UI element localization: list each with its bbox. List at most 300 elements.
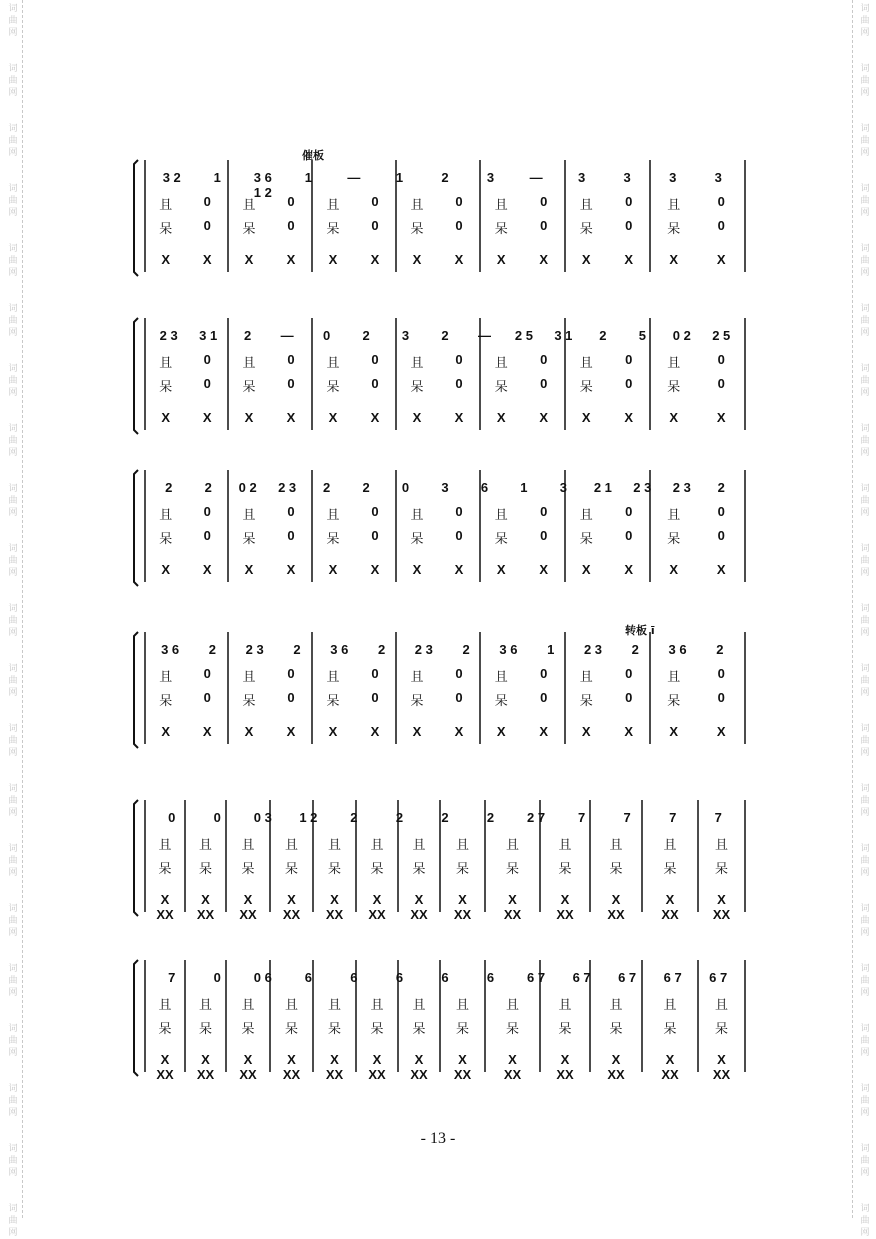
- watermark-char: 曲: [8, 556, 18, 566]
- note-number: 2: [717, 480, 725, 495]
- watermark-char: 词: [860, 844, 870, 854]
- drum-syllable-qie: 且: [558, 998, 572, 1013]
- drum-syllable-qie: 且: [326, 670, 340, 685]
- beat-mark: X XX: [325, 1052, 344, 1082]
- beat-mark: X: [539, 562, 549, 577]
- beat-mark: X XX: [661, 892, 679, 922]
- note-number: 6 7: [527, 970, 546, 985]
- drum-rest: 0: [717, 528, 725, 543]
- note-number: 3: [623, 170, 631, 185]
- note-number: 2: [322, 480, 331, 495]
- drum-rest: 0: [287, 690, 295, 705]
- watermark-char: 词: [860, 484, 870, 494]
- note-number: 6: [350, 970, 358, 985]
- note-number: 3: [577, 170, 586, 185]
- beat-mark: X: [286, 410, 296, 425]
- watermark-char: 网: [860, 1108, 870, 1118]
- drum-rest: 0: [371, 504, 379, 519]
- drum-syllable-qie: 且: [242, 198, 256, 213]
- drum-rest: 0: [625, 194, 633, 209]
- beat-mark: X: [716, 252, 726, 267]
- note-number: 2: [441, 328, 449, 343]
- beat-mark: X XX: [712, 1052, 731, 1082]
- tempo-mark-zhuanban: 转板 ī: [625, 624, 655, 637]
- drum-syllable-dai: 呆: [667, 222, 681, 237]
- note-number: 2: [716, 642, 724, 657]
- watermark-char: 网: [860, 748, 870, 758]
- drum-syllable-dai: 呆: [326, 694, 340, 709]
- beat-mark: X XX: [196, 1052, 215, 1082]
- drum-syllable-dai: 呆: [558, 1022, 572, 1037]
- beat-mark: X XX: [410, 892, 428, 922]
- watermark-char: 词: [860, 664, 870, 674]
- watermark-char: 曲: [860, 616, 870, 626]
- watermark-char: 曲: [860, 916, 870, 926]
- beat-mark: X: [286, 252, 296, 267]
- drum-syllable-dai: 呆: [667, 380, 681, 395]
- watermark-char: 词: [8, 364, 18, 374]
- watermark-char: 词: [860, 604, 870, 614]
- beat-mark: X XX: [196, 892, 215, 922]
- watermark-char: 词: [8, 844, 18, 854]
- note-number: 3 1: [554, 328, 573, 343]
- drum-syllable-qie: 且: [370, 838, 384, 853]
- watermark-char: 网: [860, 388, 870, 398]
- beat-mark: X: [624, 562, 634, 577]
- note-number: 3 6: [161, 642, 180, 657]
- drum-syllable-qie: 且: [410, 356, 424, 371]
- watermark-char: 网: [860, 88, 870, 98]
- drum-rest: 0: [203, 194, 211, 209]
- watermark-char: 词: [8, 1204, 18, 1214]
- watermark-char: 词: [860, 304, 870, 314]
- drum-syllable-dai: 呆: [159, 222, 173, 237]
- note-number: —: [529, 170, 543, 185]
- drum-syllable-qie: 且: [505, 998, 519, 1013]
- note-number: 2 3: [159, 328, 178, 343]
- drum-rest: 0: [203, 352, 211, 367]
- beat-mark: X: [496, 724, 506, 739]
- beat-mark: X: [244, 410, 254, 425]
- drum-syllable-dai: 呆: [326, 380, 340, 395]
- beat-mark: X: [412, 724, 422, 739]
- beat-mark: X: [581, 724, 591, 739]
- drum-syllable-dai: 呆: [609, 1022, 623, 1037]
- drum-syllable-qie: 且: [579, 670, 593, 685]
- drum-rest: 0: [371, 194, 379, 209]
- drum-syllable-qie: 且: [159, 670, 173, 685]
- note-number: 2 3: [583, 642, 603, 657]
- beat-mark: X XX: [325, 892, 344, 922]
- watermark-char: 曲: [860, 316, 870, 326]
- beat-mark: X: [669, 724, 679, 739]
- watermark-char: 词: [8, 1024, 18, 1034]
- beat-mark: X: [370, 724, 380, 739]
- note-number: 2 5: [712, 328, 731, 343]
- note-number: 3: [486, 170, 495, 185]
- drum-syllable-qie: 且: [159, 508, 173, 523]
- drum-rest: 0: [203, 666, 211, 681]
- system-brace: [134, 318, 138, 434]
- drum-rest: 0: [287, 376, 295, 391]
- beat-mark: X XX: [453, 892, 472, 922]
- watermark-char: 词: [860, 64, 870, 74]
- watermark-char: 网: [8, 388, 18, 398]
- drum-syllable-qie: 且: [241, 838, 255, 853]
- beat-mark: X XX: [156, 892, 174, 922]
- watermark-char: 曲: [860, 376, 870, 386]
- note-number: 3: [401, 328, 410, 343]
- drum-rest: 0: [717, 376, 725, 391]
- watermark-char: 网: [860, 988, 870, 998]
- watermark-char: 网: [8, 508, 18, 518]
- drum-syllable-qie: 且: [494, 508, 508, 523]
- drum-syllable-dai: 呆: [579, 380, 593, 395]
- watermark-char: 网: [8, 748, 18, 758]
- note-number: 2: [395, 810, 404, 825]
- system-brace: [134, 470, 138, 586]
- beat-mark: X XX: [556, 892, 574, 922]
- watermark-char: 曲: [860, 796, 870, 806]
- beat-mark: X: [624, 410, 634, 425]
- drum-syllable-dai: 呆: [241, 1022, 255, 1037]
- watermark-char: 词: [860, 1084, 870, 1094]
- note-number: 2: [377, 642, 386, 657]
- note-number: 2: [486, 810, 495, 825]
- drum-syllable-qie: 且: [241, 998, 255, 1013]
- note-number: 2: [208, 642, 217, 657]
- drum-syllable-qie: 且: [158, 838, 172, 853]
- drum-syllable-qie: 且: [494, 356, 508, 371]
- drum-rest: 0: [455, 218, 463, 233]
- drum-syllable-qie: 且: [505, 838, 519, 853]
- drum-rest: 0: [625, 666, 633, 681]
- watermark-char: 曲: [860, 976, 870, 986]
- note-number: 2: [631, 642, 639, 657]
- watermark-char: 曲: [860, 136, 870, 146]
- watermark-char: 曲: [860, 76, 870, 86]
- drum-syllable-dai: 呆: [714, 862, 728, 877]
- beat-mark: X: [161, 252, 171, 267]
- watermark-char: 词: [8, 664, 18, 674]
- note-number: —: [477, 328, 491, 343]
- drum-syllable-dai: 呆: [609, 862, 623, 877]
- watermark-char: 词: [8, 184, 18, 194]
- watermark-char: 词: [860, 244, 870, 254]
- beat-mark: X: [161, 410, 171, 425]
- drum-syllable-qie: 且: [579, 198, 593, 213]
- drum-rest: 0: [287, 528, 295, 543]
- drum-syllable-dai: 呆: [242, 222, 256, 237]
- watermark-char: 词: [8, 424, 18, 434]
- drum-rest: 0: [287, 666, 295, 681]
- drum-syllable-qie: 且: [663, 998, 677, 1013]
- drum-syllable-dai: 呆: [370, 1022, 384, 1037]
- beat-mark: X: [496, 562, 506, 577]
- drum-rest: 0: [540, 690, 548, 705]
- note-number: 1: [304, 170, 312, 185]
- note-number: 7: [669, 810, 677, 825]
- watermark-char: 曲: [8, 796, 18, 806]
- drum-rest: 0: [455, 504, 463, 519]
- note-number: 0 6: [253, 970, 272, 985]
- watermark-char: 网: [860, 928, 870, 938]
- watermark-char: 词: [860, 1024, 870, 1034]
- note-number: 0: [401, 480, 410, 495]
- drum-rest: 0: [717, 504, 725, 519]
- drum-syllable-dai: 呆: [412, 862, 426, 877]
- beat-mark: X: [202, 410, 212, 425]
- drum-syllable-dai: 呆: [714, 1022, 728, 1037]
- note-number: 0 2: [238, 480, 257, 495]
- note-number: —: [280, 328, 294, 343]
- beat-mark: X XX: [453, 1052, 472, 1082]
- watermark-char: 网: [8, 1048, 18, 1058]
- beat-mark: X: [669, 562, 679, 577]
- watermark-char: 曲: [860, 1036, 870, 1046]
- watermark-char: 网: [8, 1228, 18, 1238]
- drum-rest: 0: [717, 690, 725, 705]
- drum-rest: 0: [287, 504, 295, 519]
- drum-syllable-dai: 呆: [327, 862, 341, 877]
- beat-mark: X: [412, 410, 422, 425]
- beat-mark: X XX: [661, 1052, 679, 1082]
- beat-mark: X XX: [556, 1052, 574, 1082]
- drum-rest: 0: [717, 218, 725, 233]
- watermark-char: 词: [860, 124, 870, 134]
- system-brace: [134, 960, 138, 1076]
- drum-syllable-dai: 呆: [241, 862, 255, 877]
- system-brace: [134, 800, 138, 916]
- drum-syllable-qie: 且: [326, 198, 340, 213]
- system-brace: [134, 160, 138, 276]
- drum-rest: 0: [717, 194, 725, 209]
- drum-syllable-qie: 且: [284, 998, 298, 1013]
- watermark-char: 曲: [860, 196, 870, 206]
- watermark-char: 词: [860, 184, 870, 194]
- watermark-char: 曲: [8, 436, 18, 446]
- watermark-char: 词: [8, 784, 18, 794]
- watermark-char: 曲: [8, 1096, 18, 1106]
- watermark-char: 曲: [860, 556, 870, 566]
- beat-mark: X: [539, 410, 549, 425]
- beat-mark: X: [370, 410, 380, 425]
- drum-syllable-dai: 呆: [579, 694, 593, 709]
- watermark-char: 曲: [8, 376, 18, 386]
- beat-mark: X: [454, 724, 464, 739]
- drum-syllable-dai: 呆: [242, 532, 256, 547]
- drum-syllable-dai: 呆: [667, 532, 681, 547]
- drum-syllable-dai: 呆: [159, 532, 173, 547]
- drum-syllable-dai: 呆: [494, 222, 508, 237]
- watermark-char: 网: [8, 568, 18, 578]
- watermark-char: 曲: [8, 496, 18, 506]
- drum-rest: 0: [717, 666, 725, 681]
- note-number: —: [347, 170, 361, 185]
- beat-mark: X XX: [239, 892, 257, 922]
- watermark-char: 网: [8, 148, 18, 158]
- watermark-char: 曲: [860, 256, 870, 266]
- watermark-char: 曲: [860, 1216, 870, 1226]
- drum-rest: 0: [540, 376, 548, 391]
- beat-mark: X XX: [282, 892, 301, 922]
- note-number: 0: [322, 328, 331, 343]
- note-number: 6 7: [709, 970, 728, 985]
- drum-syllable-qie: 且: [410, 508, 424, 523]
- note-number: 2: [599, 328, 607, 343]
- watermark-char: 词: [8, 484, 18, 494]
- drum-rest: 0: [371, 666, 379, 681]
- drum-syllable-dai: 呆: [505, 862, 519, 877]
- note-number: 6 7: [663, 970, 682, 985]
- drum-syllable-dai: 呆: [326, 222, 340, 237]
- note-number: 2 3: [672, 480, 691, 495]
- beat-mark: X: [581, 562, 591, 577]
- note-number: 2 3: [245, 642, 264, 657]
- drum-rest: 0: [540, 352, 548, 367]
- watermark-char: 词: [8, 904, 18, 914]
- watermark-char: 词: [8, 4, 18, 14]
- beat-mark: X: [624, 252, 634, 267]
- drum-syllable-qie: 且: [327, 998, 341, 1013]
- watermark-char: 曲: [8, 16, 18, 26]
- drum-syllable-qie: 且: [579, 508, 593, 523]
- beat-mark: X: [496, 410, 506, 425]
- watermark-char: 网: [8, 808, 18, 818]
- note-number: 0: [168, 810, 176, 825]
- drum-syllable-dai: 呆: [158, 862, 172, 877]
- note-number: 0 3: [253, 810, 272, 825]
- drum-syllable-dai: 呆: [412, 1022, 426, 1037]
- beat-mark: X: [581, 252, 591, 267]
- watermark-char: 曲: [8, 76, 18, 86]
- watermark-char: 网: [860, 268, 870, 278]
- watermark-char: 曲: [8, 736, 18, 746]
- beat-mark: X XX: [239, 1052, 257, 1082]
- beat-mark: X: [669, 252, 679, 267]
- note-number: 2: [204, 480, 212, 495]
- note-number: 1: [547, 642, 555, 657]
- watermark-char: 词: [860, 364, 870, 374]
- beat-mark: X: [286, 562, 296, 577]
- drum-rest: 0: [455, 690, 463, 705]
- drum-syllable-dai: 呆: [558, 862, 572, 877]
- beat-mark: X: [412, 562, 422, 577]
- drum-syllable-qie: 且: [663, 838, 677, 853]
- watermark-char: 词: [860, 784, 870, 794]
- drum-rest: 0: [287, 352, 295, 367]
- system-brace: [134, 632, 138, 748]
- drum-syllable-qie: 且: [494, 198, 508, 213]
- drum-syllable-qie: 且: [579, 356, 593, 371]
- drum-rest: 0: [455, 194, 463, 209]
- note-number: 2: [362, 480, 370, 495]
- drum-syllable-dai: 呆: [410, 222, 424, 237]
- drum-syllable-dai: 呆: [410, 694, 424, 709]
- note-number: 7: [168, 970, 176, 985]
- tempo-mark-cuiban: 催板: [302, 149, 324, 162]
- drum-syllable-dai: 呆: [284, 1022, 298, 1037]
- beat-mark: X: [669, 410, 679, 425]
- watermark-char: 网: [860, 448, 870, 458]
- drum-syllable-qie: 且: [284, 838, 298, 853]
- drum-syllable-qie: 且: [198, 838, 212, 853]
- note-number: 3: [714, 170, 722, 185]
- watermark-char: 词: [860, 424, 870, 434]
- note-number: 2 3: [633, 480, 652, 495]
- watermark-char: 网: [860, 208, 870, 218]
- drum-syllable-dai: 呆: [455, 1022, 469, 1037]
- watermark-char: 曲: [8, 1036, 18, 1046]
- drum-syllable-dai: 呆: [579, 222, 593, 237]
- beat-mark: X: [716, 724, 726, 739]
- drum-syllable-qie: 且: [714, 838, 728, 853]
- watermark-char: 曲: [8, 856, 18, 866]
- drum-syllable-dai: 呆: [327, 1022, 341, 1037]
- drum-syllable-dai: 呆: [159, 694, 173, 709]
- drum-syllable-qie: 且: [667, 670, 681, 685]
- watermark-char: 词: [8, 244, 18, 254]
- beat-mark: X: [161, 724, 171, 739]
- drum-rest: 0: [625, 690, 633, 705]
- watermark-char: 曲: [860, 436, 870, 446]
- beat-mark: X: [328, 252, 338, 267]
- note-number: 6 7: [572, 970, 591, 985]
- drum-syllable-qie: 且: [455, 998, 469, 1013]
- drum-rest: 0: [287, 194, 295, 209]
- drum-rest: 0: [540, 666, 548, 681]
- watermark-char: 曲: [860, 856, 870, 866]
- drum-syllable-qie: 且: [412, 998, 426, 1013]
- note-number: 0: [213, 970, 221, 985]
- watermark-char: 网: [8, 28, 18, 38]
- note-number: 2: [244, 328, 252, 343]
- note-number: 2: [293, 642, 301, 657]
- watermark-char: 网: [8, 208, 18, 218]
- drum-syllable-dai: 呆: [198, 1022, 212, 1037]
- note-number: 3 6: [668, 642, 687, 657]
- drum-syllable-dai: 呆: [410, 380, 424, 395]
- watermark-char: 网: [860, 1228, 870, 1238]
- note-number: 3 6 1 2: [253, 170, 272, 200]
- beat-mark: X XX: [282, 1052, 301, 1082]
- drum-syllable-dai: 呆: [370, 862, 384, 877]
- note-number: 3 6: [330, 642, 349, 657]
- watermark-char: 曲: [860, 736, 870, 746]
- drum-syllable-qie: 且: [609, 998, 623, 1013]
- drum-syllable-dai: 呆: [579, 532, 593, 547]
- drum-syllable-dai: 呆: [663, 862, 677, 877]
- watermark-char: 词: [8, 124, 18, 134]
- drum-rest: 0: [371, 352, 379, 367]
- watermark-char: 词: [8, 964, 18, 974]
- watermark-char: 网: [860, 628, 870, 638]
- drum-rest: 0: [625, 504, 633, 519]
- beat-mark: X: [454, 252, 464, 267]
- note-number: 2 1: [593, 480, 612, 495]
- beat-mark: X XX: [503, 1052, 522, 1082]
- beat-mark: X: [202, 252, 212, 267]
- watermark-char: 词: [8, 1144, 18, 1154]
- note-number: 3 1: [199, 328, 218, 343]
- drum-rest: 0: [455, 528, 463, 543]
- note-number: 2 3: [278, 480, 297, 495]
- beat-mark: X: [244, 252, 254, 267]
- beat-mark: X: [496, 252, 506, 267]
- beat-mark: X: [244, 724, 254, 739]
- drum-rest: 0: [371, 218, 379, 233]
- note-number: 1 2: [299, 810, 318, 825]
